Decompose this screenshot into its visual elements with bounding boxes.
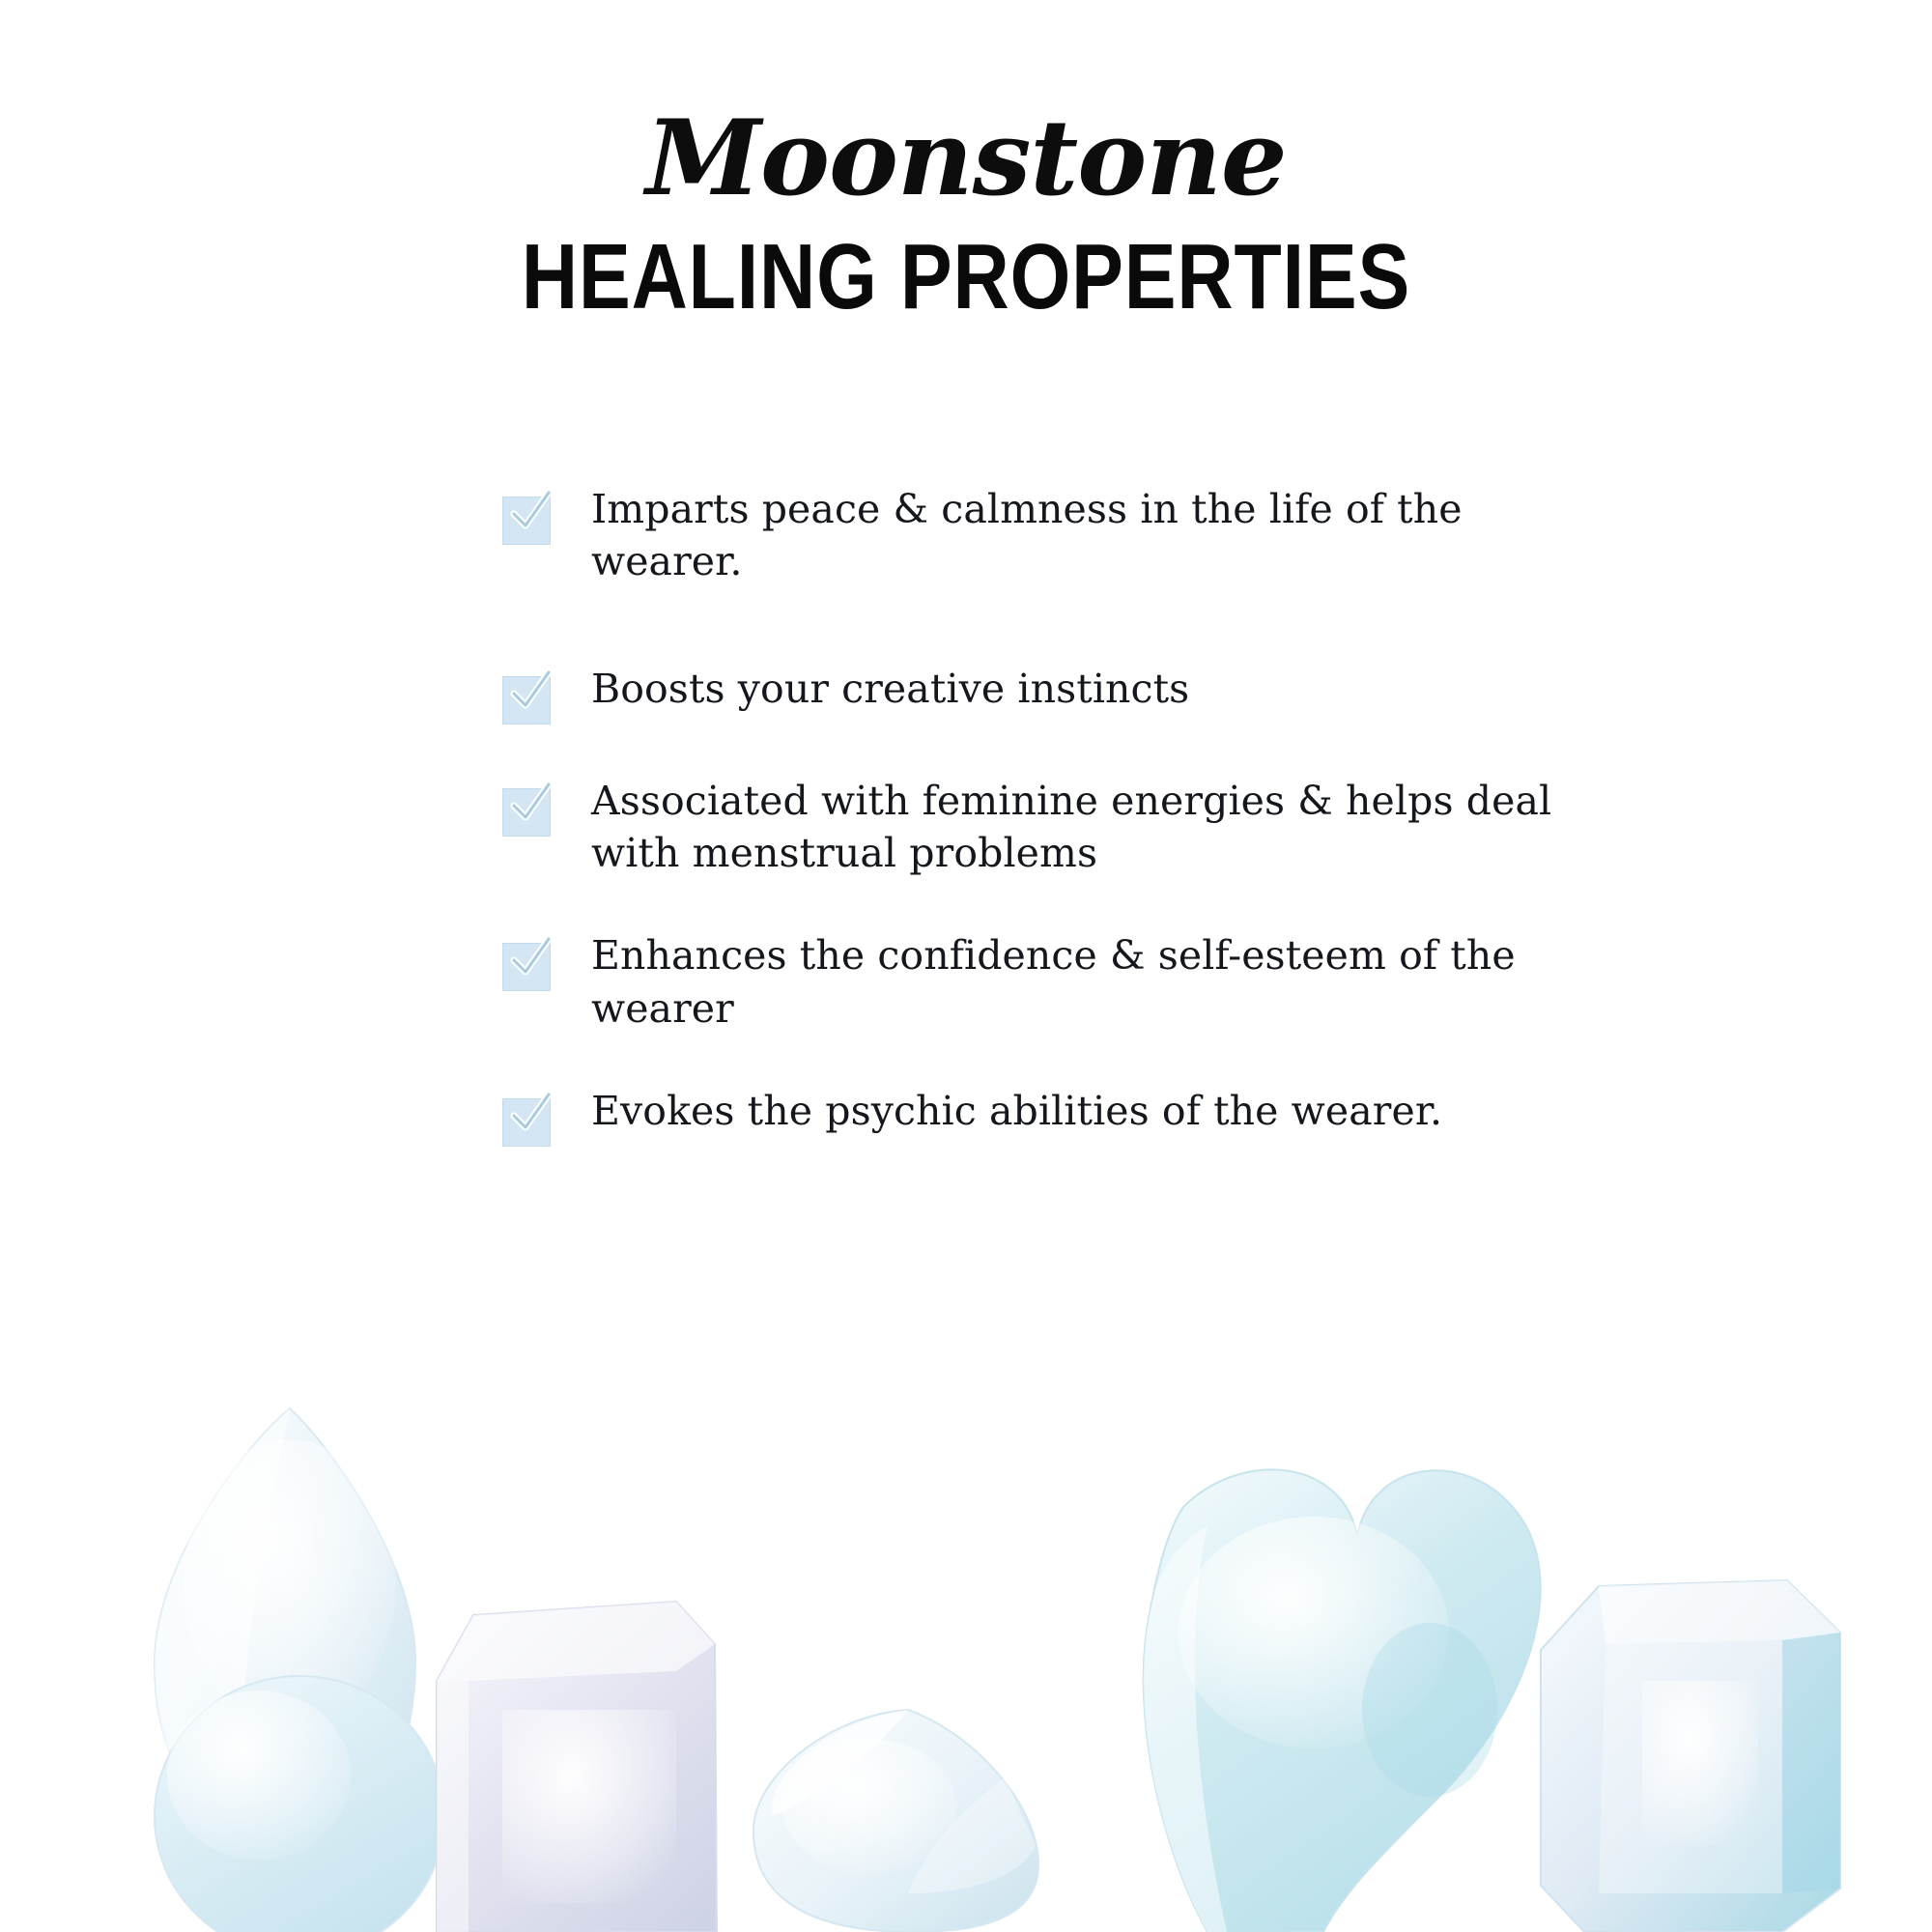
checkbox-checked-icon [502,497,551,545]
list-item [502,483,1623,587]
title-block [0,98,1932,329]
list-item [502,929,1623,1034]
checkbox-checked-icon [502,788,551,837]
page-title-main: HEALING PROPERTIES [521,225,1411,329]
list-item-label: Enhances the confidence & self-esteem of the wearer [591,932,1516,1032]
list-item-label: Evokes the psychic abilities of the wearer. [591,1087,1443,1134]
list-item-label: Associated with feminine energies & helps deal with menstrual problems [591,778,1552,877]
moonstone-gemstones-illustration [0,1391,1932,1932]
page-title-script: Moonstone [645,98,1287,219]
healing-properties-list [502,483,1623,1147]
list-item [502,663,1623,724]
checkbox-checked-icon [502,676,551,724]
list-item-label: Imparts peace & calmness in the life of the wearer. [591,486,1463,585]
checkbox-checked-icon [502,943,551,991]
checkbox-checked-icon [502,1098,551,1147]
list-item-label: Boosts your creative instincts [591,666,1190,713]
list-item [502,775,1623,879]
list-item [502,1085,1623,1147]
